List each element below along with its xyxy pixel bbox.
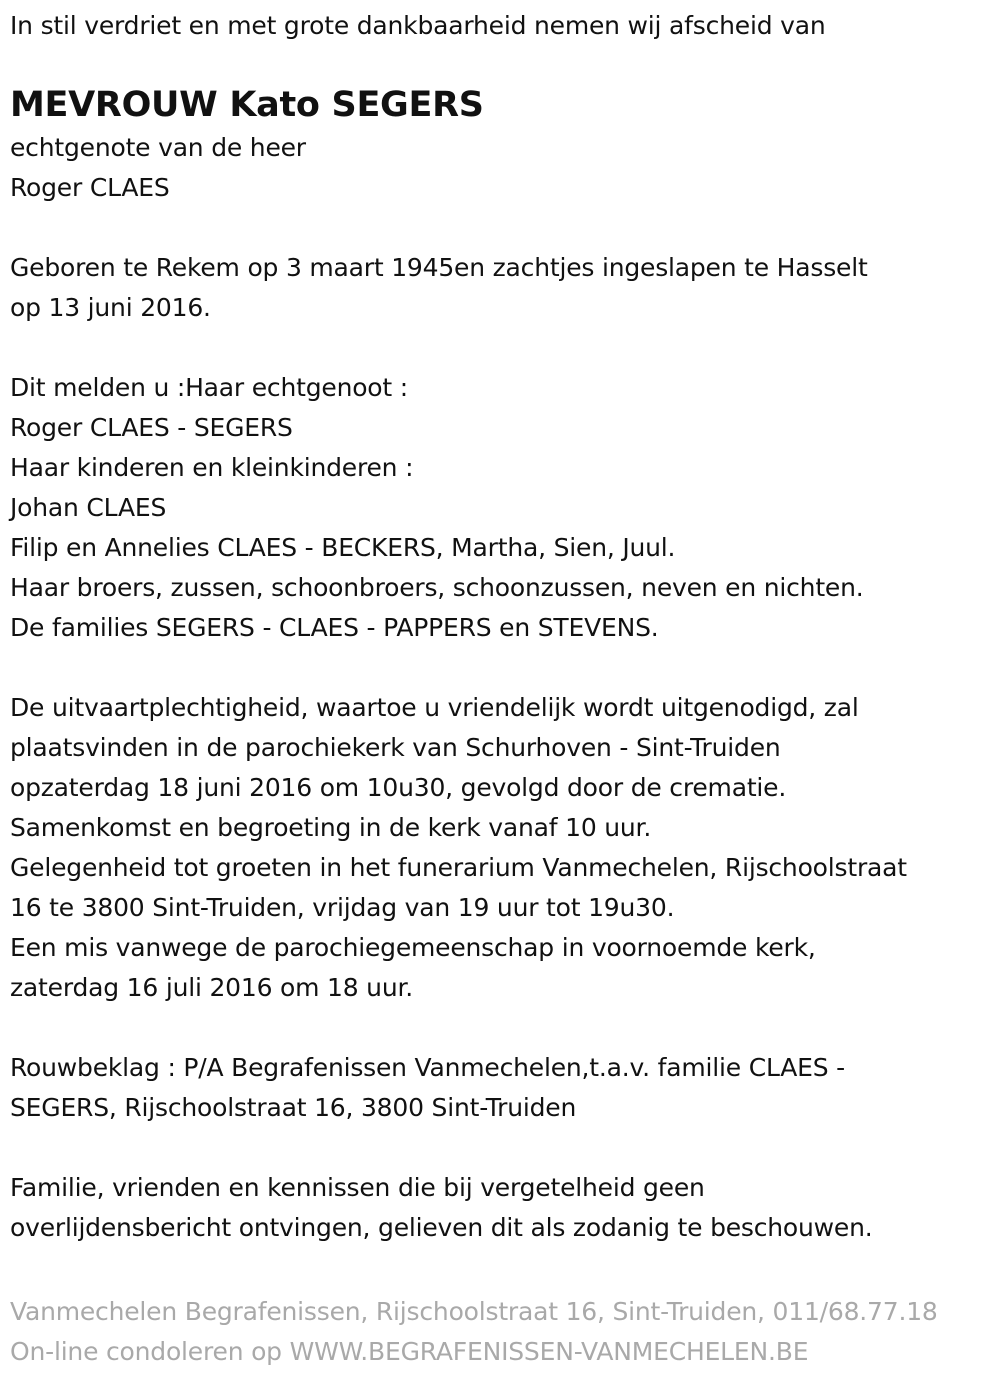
intro-text: In stil verdriet en met grote dankbaarheid nemen wij afscheid van [10, 11, 826, 40]
family-line: Haar broers, zussen, schoonbroers, schoonzussen, neven en nichten. [10, 573, 864, 602]
funeral-line: zaterdag 16 juli 2016 om 18 uur. [10, 973, 413, 1002]
spouse-block [10, 128, 995, 208]
obituary-notice [10, 0, 995, 1248]
birth-death-line: Geboren te Rekem op 3 maart 1945en zachtjes ingeslapen te Hasselt [10, 253, 868, 282]
footer-online-condolence: On-line condoleren op WWW.BEGRAFENISSEN-VANMECHELEN.BE [10, 1337, 809, 1366]
funeral-line: Gelegenheid tot groeten in het funerarium Vanmechelen, Rijschoolstraat [10, 853, 907, 882]
funeral-home-footer [10, 1292, 995, 1372]
funeral-line: Een mis vanwege de parochiegemeenschap in voornoemde kerk, [10, 933, 816, 962]
funeral-line: Samenkomst en begroeting in de kerk vanaf 10 uur. [10, 813, 652, 842]
birth-death-line: op 13 juni 2016. [10, 293, 211, 322]
funeral-line: opzaterdag 18 juni 2016 om 10u30, gevolgd door de crematie. [10, 773, 787, 802]
funeral-line: 16 te 3800 Sint-Truiden, vrijdag van 19 uur tot 19u30. [10, 893, 675, 922]
funeral-line: De uitvaartplechtigheid, waartoe u vriendelijk wordt uitgenodigd, zal [10, 693, 859, 722]
condolence-block [10, 1048, 995, 1128]
family-line: De families SEGERS - CLAES - PAPPERS en STEVENS. [10, 613, 659, 642]
spacer [10, 208, 995, 248]
footer-address: Vanmechelen Begrafenissen, Rijschoolstraat 16, Sint-Truiden, 011/68.77.18 [10, 1297, 938, 1326]
spouse-line: echtgenote van de heer [10, 133, 306, 162]
deceased-name: MEVROUW Kato SEGERS [10, 85, 484, 125]
spacer [10, 328, 995, 368]
spouse-line: Roger CLAES [10, 173, 170, 202]
spacer [10, 648, 995, 688]
condolence-line: SEGERS, Rijschoolstraat 16, 3800 Sint-Truiden [10, 1093, 577, 1122]
family-line: Filip en Annelies CLAES - BECKERS, Martha, Sien, Juul. [10, 533, 676, 562]
family-line: Roger CLAES - SEGERS [10, 413, 293, 442]
closing-line: Familie, vrienden en kennissen die bij vergetelheid geen [10, 1173, 705, 1202]
funeral-line: plaatsvinden in de parochiekerk van Schurhoven - Sint-Truiden [10, 733, 781, 762]
family-line: Johan CLAES [10, 493, 167, 522]
condolence-line: Rouwbeklag : P/A Begrafenissen Vanmechelen,t.a.v. familie CLAES - [10, 1053, 845, 1082]
birth-death-block [10, 248, 995, 328]
funeral-block [10, 688, 995, 1008]
family-line: Haar kinderen en kleinkinderen : [10, 453, 414, 482]
spacer [10, 1128, 995, 1168]
closing-block [10, 1168, 995, 1248]
family-line: Dit melden u :Haar echtgenoot : [10, 373, 408, 402]
closing-line: overlijdensbericht ontvingen, gelieven dit als zodanig te beschouwen. [10, 1213, 873, 1242]
spacer [10, 1008, 995, 1048]
family-block [10, 368, 995, 648]
